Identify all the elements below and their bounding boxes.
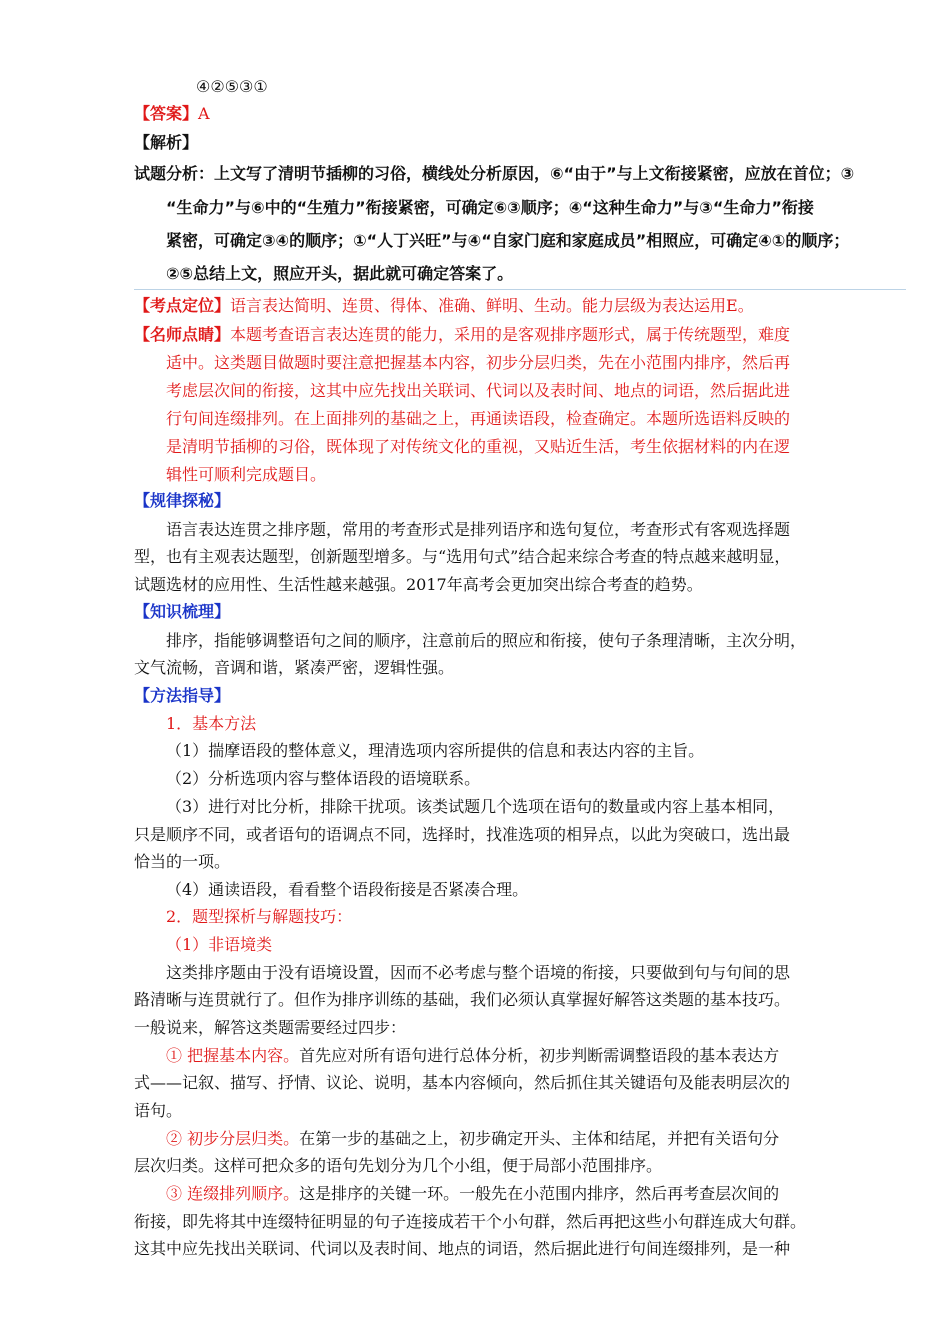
method-subheading: 1．基本方法 xyxy=(166,714,257,733)
paragraph-line: 这类排序题由于没有语境设置，因而不必考虑与整个语境的衔接，只要做到句与句间的思 xyxy=(166,963,791,982)
kaodian-label: 【考点定位】 xyxy=(134,296,231,315)
step-line xyxy=(166,1127,779,1151)
kaodian-line xyxy=(134,294,754,318)
step-line xyxy=(166,1182,779,1206)
method-item: （4）通读语段，看看整个语段衔接是否紧凑合理。 xyxy=(166,880,529,899)
mingshi-line: 是清明节插柳的习俗，既体现了对传统文化的重视，又贴近生活，考生依据材料的内在逻 xyxy=(166,437,791,456)
mingshi-line: 考虑层次间的衔接，这其中应先找出关联词、代词以及表时间、地点的词语，然后据此进 xyxy=(166,381,791,400)
answer-line xyxy=(134,102,210,126)
paragraph-line: 一般说来，解答这类题需要经过四步： xyxy=(134,1018,407,1037)
step-line: 语句。 xyxy=(134,1101,183,1120)
analysis-line: 试题分析：上文写了清明节插柳的习俗，横线处分析原因，⑥“由于”与上文衔接紧密，应放在首位；③ xyxy=(134,164,855,183)
answer-label: 【答案】 xyxy=(134,104,199,123)
mingshi-line: 适中。这类题目做题时要注意把握基本内容，初步分层归类，先在小范围内排序，然后再 xyxy=(166,353,791,372)
option-d-sequence: ④②⑤③① xyxy=(196,77,268,96)
guilv-line: 型，也有主观表达题型，创新题型增多。与“选用句式”结合起来综合考查的特点越来越明显， xyxy=(134,547,791,566)
analysis-line: “生命力”与⑥中的“生殖力”衔接紧密，可确定⑥③顺序；④“这种生命力”与③“生命力”衔接 xyxy=(166,198,814,217)
method-item: （2）分析选项内容与整体语段的语境联系。 xyxy=(166,769,481,788)
method-item-cont: 只是顺序不同，或者语句的语调点不同，选择时，找准选项的相异点，以此为突破口，选出最 xyxy=(134,825,791,844)
mingshi-line: 辑性可顺利完成题目。 xyxy=(166,465,327,484)
mingshi-line: 行句间连缀排列。在上面排列的基础之上，再通读语段，检查确定。本题所选语料反映的 xyxy=(166,409,791,428)
step-text: 在第一步的基础之上，初步确定开头、主体和结尾，并把有关语句分 xyxy=(299,1129,780,1148)
step-label: ① 把握基本内容。 xyxy=(166,1046,300,1065)
step-line: 层次归类。这样可把众多的语句先划分为几个小组，便于局部小范围排序。 xyxy=(134,1156,663,1175)
guilv-heading: 【规律探秘】 xyxy=(134,491,231,510)
paragraph-line: 路清晰与连贯就行了。但作为排序训练的基础，我们必须认真掌握好解答这类题的基本技巧。 xyxy=(134,990,791,1009)
zhishi-line: 文气流畅，音调和谐，紧凑严密，逻辑性强。 xyxy=(134,658,455,677)
step-text: 这是排序的关键一环。一般先在小范围内排序，然后再考查层次间的 xyxy=(299,1184,780,1203)
mingshi-line xyxy=(134,323,790,347)
zhishi-line: 排序，指能够调整语句之间的顺序，注意前后的照应和衔接，使句子条理清晰，主次分明， xyxy=(166,631,807,650)
analysis-heading: 【解析】 xyxy=(134,133,199,152)
section-divider xyxy=(134,289,906,290)
step-label: ② 初步分层归类。 xyxy=(166,1129,300,1148)
kaodian-text: 语言表达简明、连贯、得体、准确、鲜明、生动。能力层级为表达运用E。 xyxy=(230,296,754,315)
step-line: 式——记叙、描写、抒情、议论、说明，基本内容倾向，然后抓住其关键语句及能表明层次的 xyxy=(134,1073,791,1092)
zhishi-heading: 【知识梳理】 xyxy=(134,602,231,621)
method-item: （1）揣摩语段的整体意义，理清选项内容所提供的信息和表达内容的主旨。 xyxy=(166,741,705,760)
step-line: 这其中应先找出关联词、代词以及表时间、地点的词语，然后据此进行句间连缀排列，是一种 xyxy=(134,1239,791,1258)
step-label: ③ 连缀排列顺序。 xyxy=(166,1184,300,1203)
answer-value: A xyxy=(198,104,210,123)
method-subheading: 2．题型探析与解题技巧： xyxy=(166,907,353,926)
analysis-line: 紧密，可确定③④的顺序；①“人丁兴旺”与④“自家门庭和家庭成员”相照应，可确定④①的顺序； xyxy=(166,231,850,250)
guilv-line: 试题选材的应用性、生活性越来越强。2017年高考会更加突出综合考查的趋势。 xyxy=(134,575,703,594)
guilv-line: 语言表达连贯之排序题，常用的考查形式是排列语序和选句复位，考查形式有客观选择题 xyxy=(166,520,791,539)
method-item-cont: 恰当的一项。 xyxy=(134,852,231,871)
analysis-line: ②⑤总结上文，照应开头，据此就可确定答案了。 xyxy=(166,264,514,283)
mingshi-label: 【名师点睛】 xyxy=(134,325,231,344)
step-line: 衔接，即先将其中连缀特征明显的句子连接成若干个小句群，然后再把这些小句群连成大句群。 xyxy=(134,1212,807,1231)
method-subheading: （1）非语境类 xyxy=(166,935,273,954)
step-text: 首先应对所有语句进行总体分析，初步判断需调整语段的基本表达方 xyxy=(299,1046,780,1065)
method-item: （3）进行对比分析，排除干扰项。该类试题几个选项在语句的数量或内容上基本相同， xyxy=(166,797,785,816)
step-line xyxy=(166,1044,779,1068)
fangfa-heading: 【方法指导】 xyxy=(134,686,231,705)
mingshi-text: 本题考查语言表达连贯的能力，采用的是客观排序题形式，属于传统题型，难度 xyxy=(230,325,791,344)
